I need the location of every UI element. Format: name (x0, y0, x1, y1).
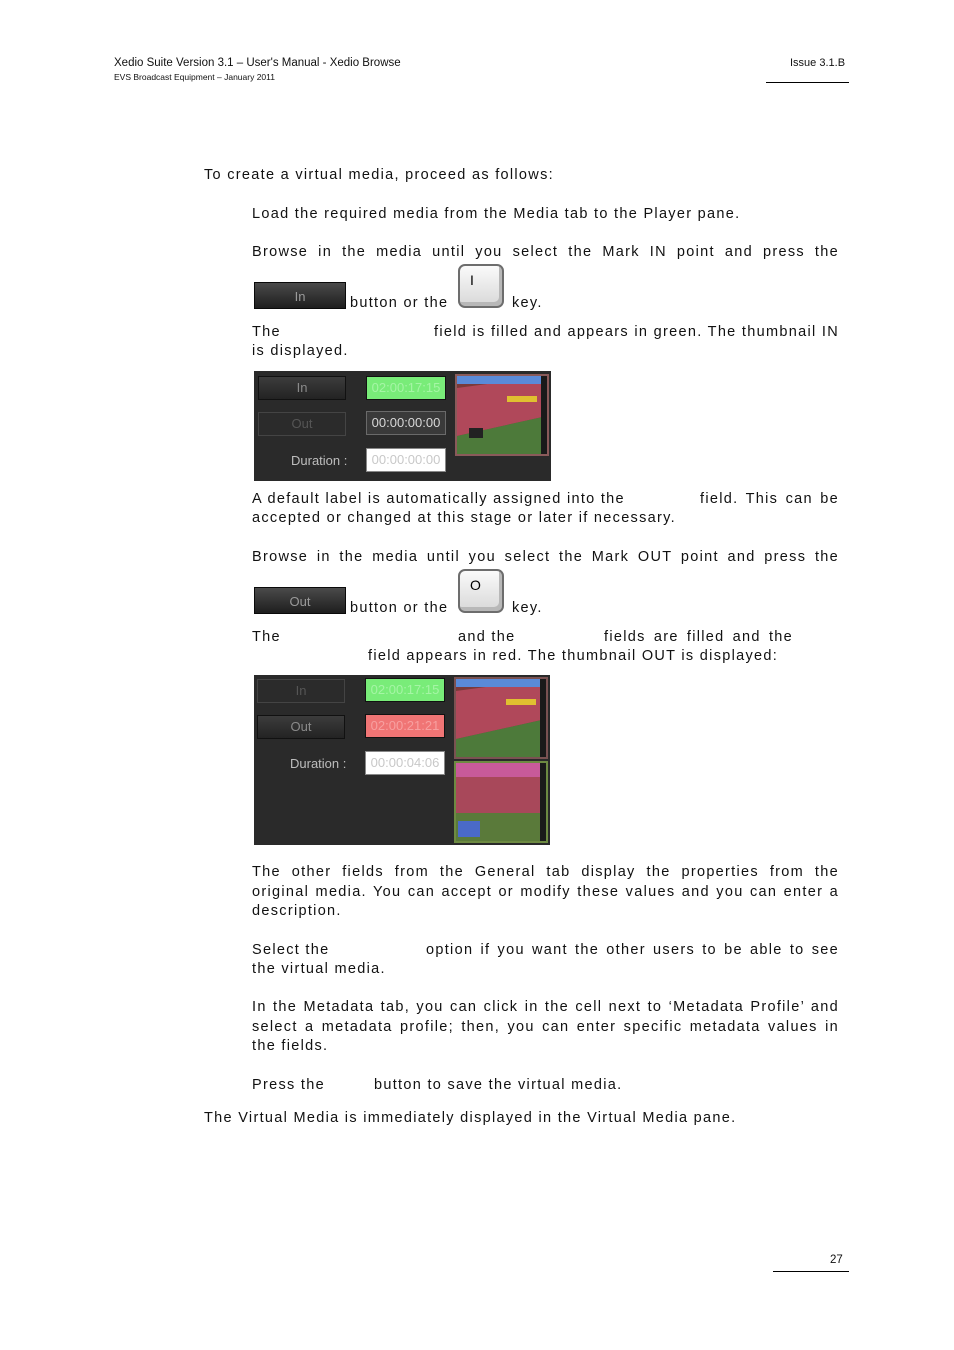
step-2-note-line2: accepted or changed at this stage or later if necessary. (252, 510, 676, 526)
step-2-result-line2: is displayed. (252, 343, 349, 359)
step-2-mid: button or the (350, 295, 449, 311)
step-4-line1: The other fields from the General tab display the properties from the (252, 864, 839, 880)
panel1-out-button[interactable]: Out (258, 412, 346, 436)
panel2-out-timecode[interactable]: 02:00:21:21 (365, 714, 445, 738)
step-5-part1: Select the (252, 942, 330, 958)
step-1-text: Load the required media from the Media tab to the Player pane. (252, 206, 741, 222)
mark-out-panel (254, 675, 550, 845)
step-4-line3: description. (252, 903, 342, 919)
step-2-result-line1: field is filled and appears in green. The thumbnail IN (434, 324, 839, 340)
step-4-line2: original media. You can accept or modify these values and you can enter a (252, 884, 839, 900)
step-7-part2: button to save the virtual media. (374, 1077, 623, 1093)
intro-text: To create a virtual media, proceed as follows: (204, 167, 554, 183)
step-5-line2: the virtual media. (252, 961, 386, 977)
panel2-in-timecode[interactable]: 02:00:17:15 (365, 678, 445, 702)
thumbnail-out-image (454, 761, 548, 843)
header-issue: Issue 3.1.B (790, 57, 846, 69)
step-6-line3: the fields. (252, 1038, 329, 1054)
panel2-duration-label: Duration : (290, 756, 347, 771)
step-6-line1: In the Metadata tab, you can click in the cell next to ‘Metadata Profile’ and (252, 999, 839, 1015)
step-3-result-line2: field appears in red. The thumbnail OUT is displayed: (368, 648, 779, 664)
thumbnail-in-image (455, 374, 549, 456)
step-7-part1: Press the (252, 1077, 325, 1093)
in-button-inline: In (254, 282, 346, 309)
step-3-result-fields: fields are filled and the (604, 629, 793, 645)
step-2-note-part2: field. This can be (700, 491, 839, 507)
outro-text: The Virtual Media is immediately displayed in the Virtual Media pane. (204, 1110, 737, 1126)
step-3-mid: button or the (350, 600, 449, 616)
step-3-text: Browse in the media until you select the Mark OUT point and press the (252, 549, 839, 565)
panel1-in-timecode[interactable]: 02:00:17:15 (366, 376, 446, 400)
step-5-part2: option if you want the other users to be able to see (426, 942, 839, 958)
panel1-duration-label: Duration : (291, 453, 348, 468)
header-rule (766, 82, 849, 83)
step-2-text: Browse in the media until you select the Mark IN point and press the (252, 244, 839, 260)
step-3-result-the: The (252, 629, 281, 645)
mark-in-panel (254, 371, 551, 481)
o-key-icon: O (458, 569, 504, 613)
thumbnail-in-image (454, 677, 548, 759)
i-key-icon: I (458, 264, 504, 308)
step-3-result-and: and the (458, 629, 516, 645)
panel1-in-button[interactable]: In (258, 376, 346, 400)
out-button-inline: Out (254, 587, 346, 614)
panel2-duration-timecode: 00:00:04:06 (365, 751, 445, 775)
panel2-in-button[interactable]: In (257, 679, 345, 703)
step-3-end: key. (512, 600, 543, 616)
page-number: 27 (830, 1254, 843, 1266)
panel1-duration-timecode: 00:00:00:00 (366, 448, 446, 472)
step-2-result-the: The (252, 324, 281, 340)
step-2-note-part1: A default label is automatically assigned into the (252, 491, 625, 507)
header-subtitle: EVS Broadcast Equipment – January 2011 (114, 72, 275, 82)
header-title: Xedio Suite Version 3.1 – User's Manual - Xedio Browse (114, 57, 401, 69)
step-2-end: key. (512, 295, 543, 311)
panel2-out-button[interactable]: Out (257, 715, 345, 739)
footer-rule (773, 1271, 849, 1272)
panel1-out-timecode[interactable]: 00:00:00:00 (366, 411, 446, 435)
step-6-line2: select a metadata profile; then, you can enter specific metadata values in (252, 1019, 839, 1035)
